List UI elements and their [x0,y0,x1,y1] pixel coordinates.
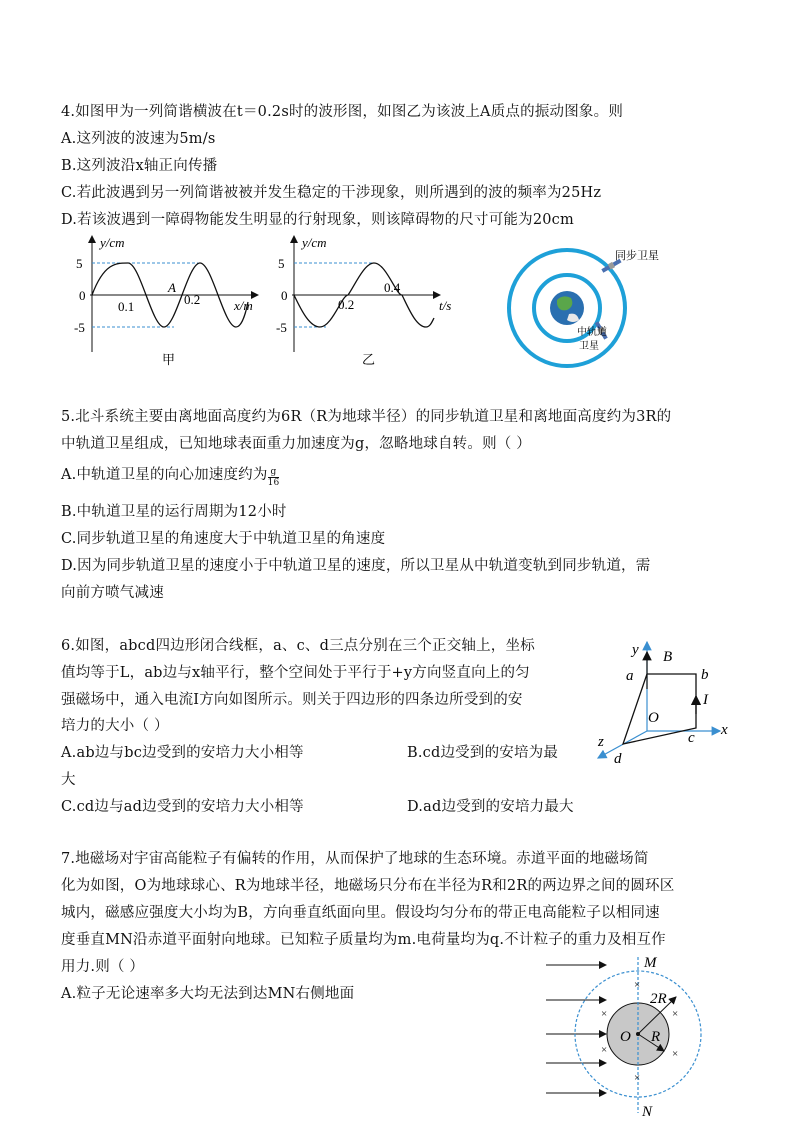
jia-x1: 0.1 [118,299,135,314]
orbit-figure [505,236,670,376]
mid-satellite-label-1: 中轨道 [577,327,607,338]
center-o-label: O [620,1029,631,1045]
q4-stem: 4.如图甲为一列简谐横波在t＝0.2s时的波形图，如图乙为该波上A质点的振动图象。则 [61,104,624,120]
q6-stem-line1: 6.如图，abcd四边形闭合线框，a、c、d三点分别在三个正交轴上，坐标 [61,638,535,654]
yi-caption: 乙 [362,352,376,367]
q5-option-a [61,465,279,488]
jia-y-pos: 5 [76,256,83,271]
q4-option-a: A.这列波的波速为5m/s [61,131,216,147]
mid-satellite-label-2: 卫星 [579,341,599,352]
field-cross: × [634,1072,641,1084]
loop-point-d: d [614,751,622,766]
q7-stem-line1: 7.地磁场对宇宙高能粒子有偏转的作用，从而保护了地球的生态环境。赤道平面的地磁场简 [61,851,649,867]
wave-figure-jia [62,232,272,372]
jia-point-a: A [168,280,176,295]
yi-x1: 0.2 [338,297,355,312]
q5-fraction [268,467,280,488]
sync-satellite-label: 同步卫星 [615,250,659,262]
q7-stem-line5: 用力.则（ ） [61,959,145,975]
loop-b-field-label: B [663,649,673,665]
inner-radius-label: R [651,1029,661,1045]
q7-stem-line2: 化为如图，O为地球球心、R为地球半径，地磁场只分布在半径为R和2R的两边界之间的圆环区 [61,878,675,894]
q5-fraction-num: g [268,467,280,478]
q7-stem-line4: 度垂直MN沿赤道平面射向地球。已知粒子质量均为m.电荷量均为q.不计粒子的重力及相互作 [61,932,666,948]
yi-y-zero: 0 [281,288,288,303]
q5-stem-line2: 中轨道卫星组成，已知地球表面重力加速度为g，忽略地球自转。则（ ） [61,436,531,452]
q4-option-b: B.这列波沿x轴正向传播 [61,158,218,174]
q6-option-d: D.ad边受到的安培力最大 [407,799,574,815]
magnetosphere-figure [536,953,716,1119]
q5-option-d-line1: D.因为同步轨道卫星的速度小于中轨道卫星的速度，所以卫星从中轨道变轨到同步轨道，需 [61,558,651,574]
loop-point-c: c [688,730,695,746]
yi-y-pos: 5 [278,256,285,271]
loop-point-a: a [626,668,634,684]
q6-option-a: A.ab边与bc边受到的安培力大小相等 [61,745,304,761]
q6-option-c: C.cd边与ad边受到的安培力大小相等 [61,799,304,815]
q4-option-c: C.若此波遇到另一列简谐被被并发生稳定的干涉现象，则所遇到的波的频率为25Hz [61,185,602,201]
loop-y-label: y [632,642,639,658]
loop-figure [590,636,740,766]
jia-y-zero: 0 [79,288,86,303]
yi-y-neg: -5 [276,320,287,335]
q4-option-d: D.若该波遇到一障碍物能发生明显的行射现象，则该障碍物的尺寸可能为20cm [61,212,574,228]
jia-caption: 甲 [162,352,176,367]
q7-stem-line3: 城内，磁感应强度大小均为B，方向垂直纸面向里。假设均匀分布的带正电高能粒子以相同速 [61,905,660,921]
loop-x-label: x [721,722,728,738]
point-n: N [642,1104,653,1119]
q7-option-a: A.粒子无论速率多大均无法到达MN右侧地面 [61,986,355,1002]
q5-option-a-text: A.中轨道卫星的向心加速度约为 [61,467,268,483]
q5-stem-line1: 5.北斗系统主要由离地面高度约为6R（R为地球半径）的同步轨道卫星和离地面高度约为3R的 [61,409,672,425]
jia-xlabel: x/m [234,298,253,313]
field-cross: × [672,1048,679,1060]
field-cross: × [601,1008,608,1020]
loop-z-label: z [598,734,604,750]
q5-option-d-line2: 向前方喷气减速 [61,585,164,601]
q6-option-b-continued: 大 [61,772,76,788]
q6-stem-line3: 强磁场中，通入电流I方向如图所示。则关于四边形的四条边所受到的安 [61,692,523,708]
field-cross: × [601,1044,608,1056]
loop-current-label: I [703,692,708,708]
loop-origin: O [648,710,659,726]
jia-x2: 0.2 [184,292,201,307]
q6-stem-line2: 值均等于L，ab边与x轴平行，整个空间处于平行于+y方向竖直向上的匀 [61,665,530,681]
outer-radius-label: 2R [650,991,667,1007]
q5-option-b: B.中轨道卫星的运行周期为12小时 [61,504,287,520]
vibration-figure-yi [264,232,464,372]
yi-ylabel: y/cm [302,235,327,250]
jia-ylabel: y/cm [100,235,125,250]
point-m: M [644,955,657,971]
field-cross: × [634,979,641,991]
q6-option-b: B.cd边受到的安培为最 [407,745,559,761]
field-cross: × [672,1008,679,1020]
jia-y-neg: -5 [74,320,85,335]
yi-x2: 0.4 [384,280,401,295]
q5-fraction-den: 16 [267,478,280,488]
yi-xlabel: t/s [439,298,452,313]
loop-point-b: b [701,667,709,683]
q6-stem-line4: 培力的大小（ ） [61,718,169,734]
q5-option-c: C.同步轨道卫星的角速度大于中轨道卫星的角速度 [61,531,386,547]
